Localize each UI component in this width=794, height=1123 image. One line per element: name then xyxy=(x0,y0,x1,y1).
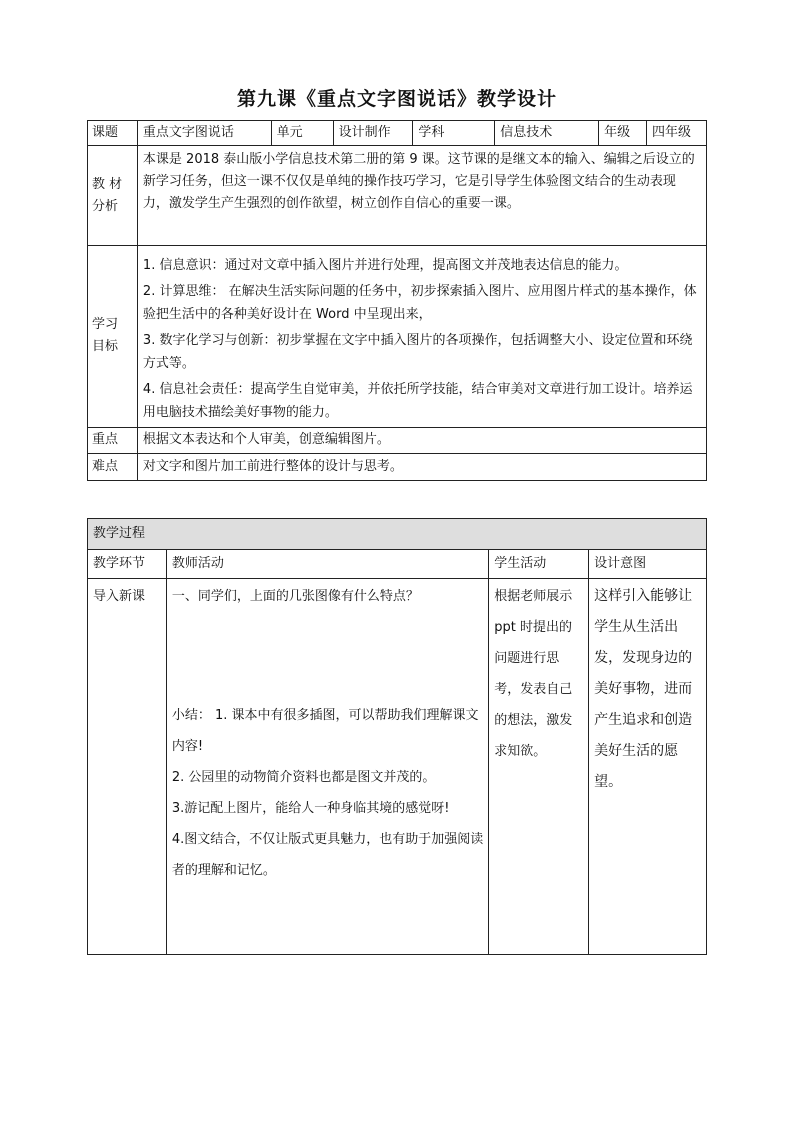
key-point-label: 重点 xyxy=(88,427,138,453)
difficulty-row xyxy=(88,453,707,480)
unit-label: 单元 xyxy=(271,121,333,146)
analysis-text: 本课是 2018 泰山版小学信息技术第二册的第 9 课。这节课的是继文本的输入、编辑之后设立的新学习任务，但这一课不仅仅是单纯的操作技巧学习，它是引导学生体验图文结合的生动表现力，激发学生产生强烈的创作欲望，树立创作自信心的重要一课。 xyxy=(137,146,706,246)
teaching-process-table xyxy=(87,518,707,955)
teacher-summary-line: 2. 公园里的动物简介资料也都是图文并茂的。 xyxy=(171,770,436,785)
design-intent-cell: 这样引入能够让学生从生活出发，发现身边的美好事物，进而产生追求和创造美好生活的愿望。 xyxy=(589,579,707,955)
subject-label: 学科 xyxy=(413,121,495,146)
grade-value: 四年级 xyxy=(647,121,707,146)
teacher-summary-line: 4.图文结合，不仅让版式更具魅力，也有助于加强阅读者的理解和记忆。 xyxy=(171,832,484,878)
grade-label: 年级 xyxy=(599,121,647,146)
key-point-row xyxy=(88,427,707,453)
objectives-row xyxy=(88,246,707,428)
analysis-row xyxy=(88,146,707,246)
process-columns-row xyxy=(88,550,707,579)
column-header: 学生活动 xyxy=(489,550,589,579)
difficulty-text: 对文字和图片加工前进行整体的设计与思考。 xyxy=(137,453,706,480)
key-point-text: 根据文本表达和个人审美，创意编辑图片。 xyxy=(137,427,706,453)
teacher-summary-line: 3.游记配上图片，能给人一种身临其境的感觉呀! xyxy=(171,801,450,816)
info-row xyxy=(88,121,707,146)
column-header: 教学环节 xyxy=(88,550,167,579)
unit-value: 设计制作 xyxy=(333,121,413,146)
objective-item: 4. 信息社会责任：提高学生自觉审美，并依托所学技能，结合审美对文章进行加工设计。培养运用电脑技术描绘美好事物的能力。 xyxy=(142,381,693,420)
process-row xyxy=(88,579,707,955)
difficulty-label: 难点 xyxy=(88,453,138,480)
teacher-summary-line: 小结： 1. 课本中有很多插图，可以帮助我们理解课文内容! xyxy=(171,708,479,754)
column-header: 教师活动 xyxy=(166,550,488,579)
page-title: 第九课《重点文字图说话》教学设计 xyxy=(236,88,557,110)
analysis-label: 教 材 分析 xyxy=(88,146,138,246)
subject-value: 信息技术 xyxy=(495,121,599,146)
column-header: 设计意图 xyxy=(589,550,707,579)
student-activity-cell: 根据老师展示 ppt 时提出的问题进行思考，发表自己的想法，激发求知欲。 xyxy=(489,579,589,955)
teacher-question: 一、同学们，上面的几张图像有什么特点？ xyxy=(171,589,419,604)
teacher-activity-cell xyxy=(166,579,488,955)
process-header: 教学过程 xyxy=(88,519,707,550)
objective-item: 1. 信息意识：通过对文章中插入图片并进行处理，提高图文并茂地表达信息的能力。 xyxy=(142,258,628,273)
topic-value: 重点文字图说话 xyxy=(137,121,271,146)
objective-item: 3. 数字化学习与创新：初步掌握在文字中插入图片的各项操作，包括调整大小、设定位置和环绕方式等。 xyxy=(142,332,693,371)
objective-item: 2. 计算思维： 在解决生活实际问题的任务中，初步探索插入图片、应用图片样式的基本操作，体验把生活中的各种美好设计在 Word 中呈现出来， xyxy=(142,283,697,322)
topic-label: 课题 xyxy=(88,121,138,146)
lesson-info-table xyxy=(87,120,707,481)
stage-cell: 导入新课 xyxy=(88,579,167,955)
objectives-label: 学习 目标 xyxy=(88,246,138,428)
objectives-list xyxy=(137,246,706,428)
